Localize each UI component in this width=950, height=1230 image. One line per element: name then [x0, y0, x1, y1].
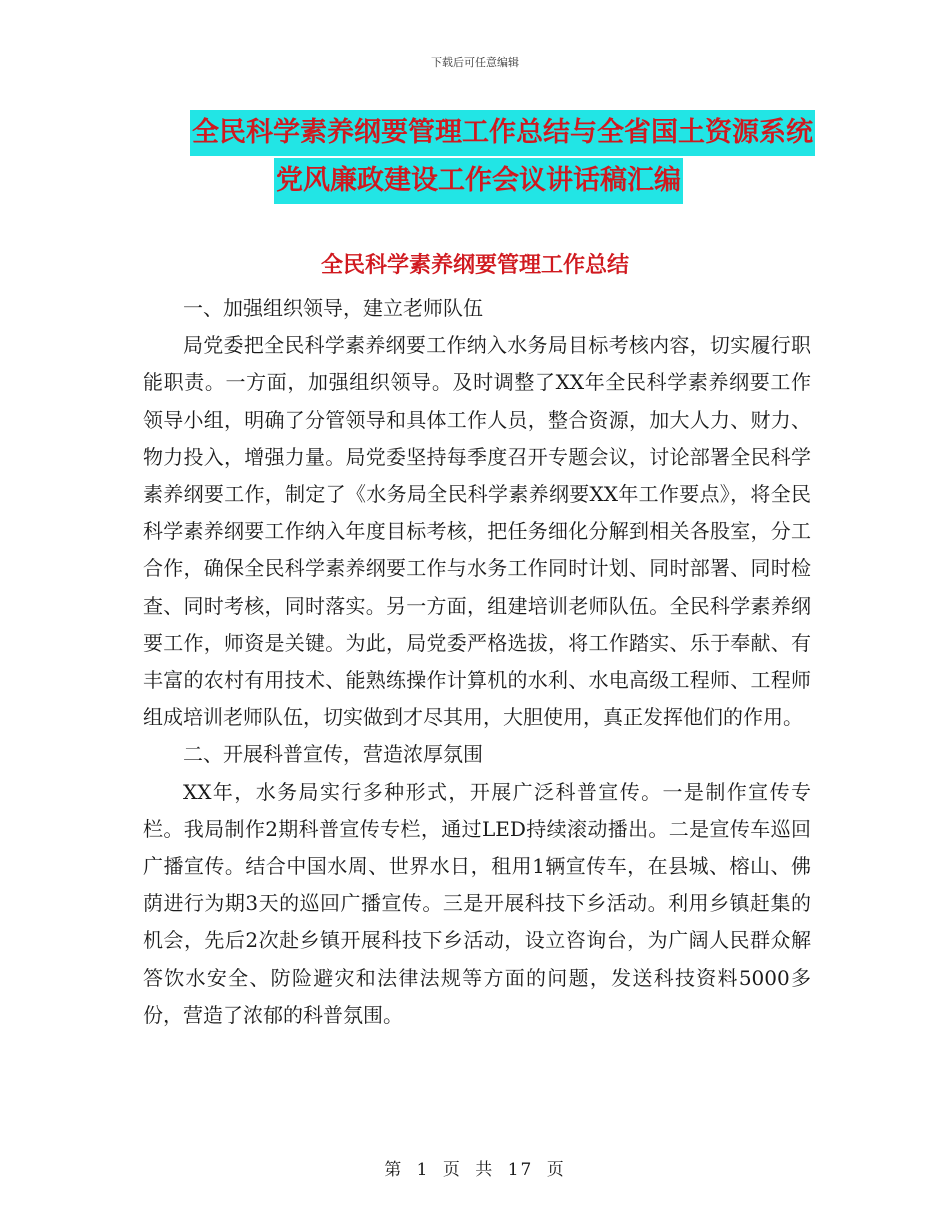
paragraph-1: 局党委把全民科学素养纲要工作纳入水务局目标考核内容，切实履行职能职责。一方面，加强组织领导。及时调整了XX年全民科学素养纲要工作领导小组，明确了分管领导和具体工作人员，整合资源，加大人力、财力、物力投入，增强力量。局党委坚持每季度召开专题会议，讨论部署全民科学素养纲要工作，制定了《水务局全民科学素养纲要XX年工作要点》，将全民科学素养纲要工作纳入年度目标考核，把任务细化分解到相关各股室，分工合作，确保全民科学素养纲要工作与水务工作同时计划、同时部署、同时检查、同时考核，同时落实。另一方面，组建培训老师队伍。全民科学素养纲要工作，师资是关键。为此，局党委严格选拔，将工作踏实、乐于奉献、有丰富的农村有用技术、能熟练操作计算机的水利、水电高级工程师、工程师组成培训老师队伍，切实做到才尽其用，大胆使用，真正发挥他们的作用。 — [143, 333, 811, 730]
document-title-line-2: 党风廉政建设工作会议讲话稿汇编 — [274, 158, 683, 204]
heading-2: 二、开展科普宣传，营造浓厚氛围 — [183, 742, 483, 767]
body-text — [143, 290, 811, 1034]
heading-1: 一、加强组织领导，建立老师队伍 — [183, 296, 483, 320]
header-note: 下载后可任意编辑 — [431, 56, 519, 69]
document-title-line-1: 全民科学素养纲要管理工作总结与全省国土资源系统 — [190, 110, 815, 156]
page-footer: 第 1 页 共 17 页 — [384, 1160, 566, 1180]
paragraph-2: XX年，水务局实行多种形式，开展广泛科普宣传。一是制作宣传专栏。我局制作2期科普宣传专栏，通过LED持续滚动播出。二是宣传车巡回广播宣传。结合中国水周、世界水日，租用1辆宣传车，在县城、榕山、佛荫进行为期3天的巡回广播宣传。三是开展科技下乡活动。利用乡镇赶集的机会，先后2次赴乡镇开展科技下乡活动，设立咨询台，为广阔人民群众解答饮水安全、防险避灾和法律法规等方面的问题，发送科技资料5000多份，营造了浓郁的科普氛围。 — [143, 779, 811, 1027]
section-title: 全民科学素养纲要管理工作总结 — [320, 253, 629, 278]
